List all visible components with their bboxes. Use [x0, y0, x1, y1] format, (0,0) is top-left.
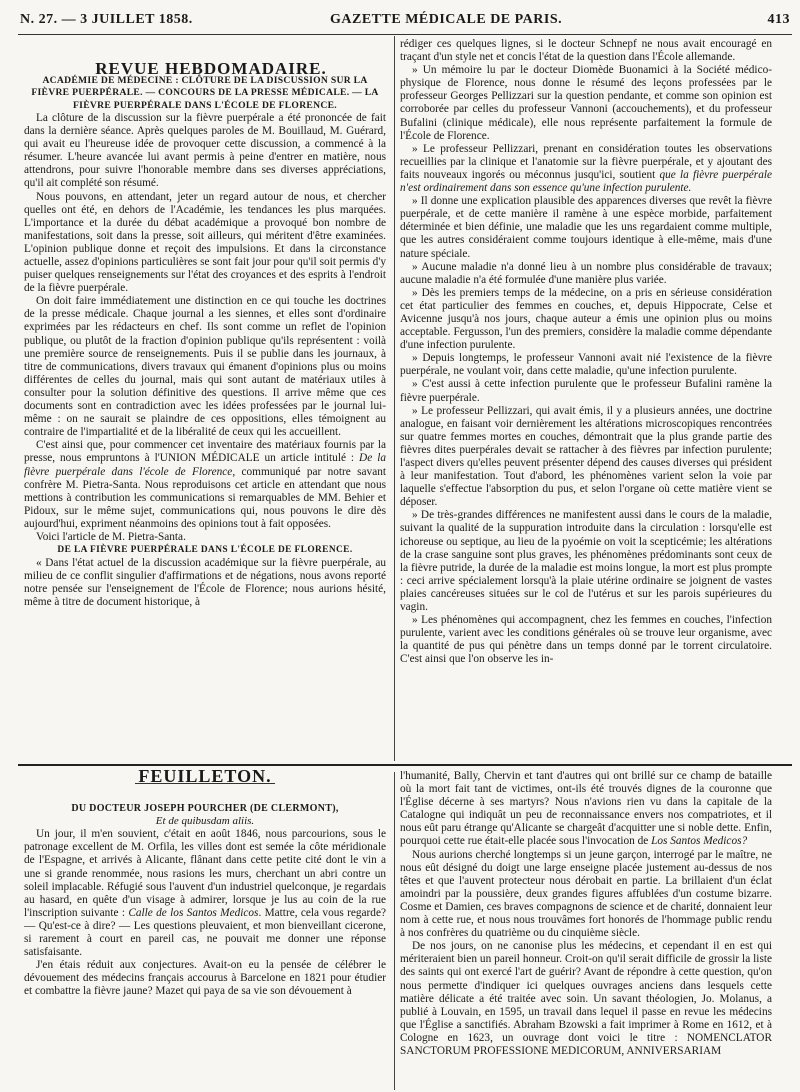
paragraph: « Dans l'état actuel de la discussion académique sur la fièvre puerpérale, au milieu de ce conflit singulier d'affirmations et de négations, nous avons reporté notre pensée sur l'enseignement de l'École de Florence; nous aurions hésité, même à titre de document historique, à [24, 557, 386, 609]
page-header [20, 12, 790, 32]
paragraph: » Le professeur Pellizzari, qui avait émis, il y a plusieurs années, une doctrine analogue, en faisant voir dernièrement les altérations microscopiques rencontrées sur quatre femmes mortes en couches, démontrait que la plus grande partie des fièvres dites puerpérales devait se rattacher à des fièvres par infection purulente; l'aspect divers qu'elles peuvent présenter dépend des causes diverses qui président à leur manifestation. Tout d'abord, les phénomènes varient selon la voie par laquelle s'effectue l'absorption du pus, et selon l'organe où cette matière vient se déposer. [400, 404, 772, 509]
issue-date: N. 27. — 3 JUILLET 1858. [20, 12, 193, 27]
paragraph: C'est ainsi que, pour commencer cet inventaire des matériaux fournis par la presse, nous empruntons à l'UNION MÉDICALE un article intitulé : De la fièvre puerpérale dans l'école de Florence, communiqué par notre savant confrère M. Pietra-Santa. Nous reproduisons cet article en attendant que nous mettions à contribution les communications si remarquables de MM. Behier et Pidoux, sur le même sujet, communications qui, nous pouvons le dire dès aujourd'hui, expriment néanmoins des opinions tout à fait opposées. [24, 439, 386, 530]
journal-title: GAZETTE MÉDICALE DE PARIS. [330, 12, 563, 27]
paragraph: » Aucune maladie n'a donné lieu à un nombre plus considérable de travaux; aucune maladie n'a été formulée d'une manière plus variée. [400, 260, 772, 286]
paragraph: La clôture de la discussion sur la fièvre puerpérale a été prononcée de fait dans la dernière séance. Après quelques paroles de M. Bouillaud, M. Guérard, qui avait eu l'heureuse idée de provoquer cette discussion, a commencé à la résumer. L'heure avancée lui avant permis à peine d'entrer en matière, nous attendrons, pour suivre l'honorable membre dans ses diverses appréciations, qu'il ait complété son résumé. [24, 111, 386, 190]
revue-left-column [24, 62, 386, 762]
paragraph: » Il donne une explication plausible des apparences diverses que revêt la fièvre puerpérale, et de cette manière il ramène à une espèce morbide, parfaitement déterminée et bien définie, une maladie que les uns regardaient comme multiple, que les autres considéraient comme toujours identique à elle-même, mais d'une nature spéciale. [400, 195, 772, 260]
paragraph: l'humanité, Bally, Chervin et tant d'autres qui ont brillé sur ce champ de bataille où la mort fait tant de victimes, ont-ils été trouvés dignes de la couronne que l'Église décerne à ses martyrs? Nous n'avions rien vu dans la capitale de la Catalogne qui indiquât un peu de reconnaissance envers nos compatriotes, et il nous eût paru étrange qu'Alicante se chargeât d'acquitter une si noble dette. Enfin, pourquoi cette rue était-elle placée sous l'invocation de Los Santos Medicos? [400, 770, 772, 848]
feuilleton-separator [18, 764, 792, 766]
feuilleton-right-column [400, 770, 772, 1090]
feuilleton-title: FEUILLETON. [138, 770, 272, 786]
column-divider-top [394, 36, 395, 761]
byline: DU DOCTEUR JOSEPH POURCHER (DE CLERMONT), [71, 803, 339, 815]
paragraph: Un jour, il m'en souvient, c'était en août 1846, nous parcourions, sous le patronage excellent de M. Orfila, les villes dont est semée la côte méridionale de l'Espagne, et arrivés à Alicante, flânant dans cette petite cité dont le vin a une si grande renommée, nous rasions les murs, cherchant un abri contre un soleil implacable. Réfugié sous l'auvent d'un industriel quelconque, je regardais au hasard, en quête d'un visage à admirer, lorsque je lus au coin de la rue l'inscription suivante : Calle de los Santos Medicos. Mattre, cela vous regarde? — Qu'est-ce à dire? — Les questions pleuvaient, et mon bienveillant cicerone, si rarement à court en pareil cas, ne pouvait me donner une réponse satisfaisante. [24, 828, 386, 959]
paragraph: J'en étais réduit aux conjectures. Avait-on eu la pensée de célébrer le dévouement des médecins français accourus à Barcelone en 1821 pour étudier et combattre la fièvre jaune? Mazet qui paya de sa vie son dévouement à [24, 959, 386, 998]
paragraph: Nous aurions cherché longtemps si un jeune garçon, interrogé par le maître, ne nous eût désigné du doigt une large enseigne placée justement au-dessus de nos têtes et que l'auvent protecteur nous dérobait en partie. La brillaient d'un éclat amoindri par la poussière, deux grandes figures affublées d'un costume bizarre. Cosme et Damien, ces braves compagnons de science et de charité, donnaient leur nom à cette rue, et nous nous trouvâmes fort honorés de l'hommage public rendu à nos confrères du quatrième ou du cinquième siècle. [400, 848, 772, 940]
page-number: 413 [767, 12, 790, 27]
paragraph: » Les phénomènes qui accompagnent, chez les femmes en couches, l'infection purulente, varient avec les conditions générales où se trouve leur organisme, avec la quantité de pus qui pénètre dans un temps donné par le torrent circulatoire. C'est ainsi que l'on observe les in- [400, 614, 772, 666]
paragraph: De nos jours, on ne canonise plus les médecins, et cependant il en est qui mériteraient bien un pareil honneur. Croit-on qu'il serait difficile de grossir la liste des saints qui ont exercé l'art de guérir? Avant de répondre à cette question, qu'on nous permette d'indiquer ici quelques ouvrages anciens dans lesquels cette matière délicate a été traitée avec soin. Un savant théologien, Jo. Molanus, a publié à Louvain, en 1595, un travail dans lequel il passe en revue les médecins que l'Église a sanctifiés. Abraham Bzowski a fait imprimer à Rome en 1612, et à Cologne en 1623, un ouvrage dont voici le titre : NOMENCLATOR SANCTORUM PROFESSIONE MEDICORUM, ANNIVERSARIAM [400, 940, 772, 1057]
epigraph: Et de quibusdam aliis. [155, 815, 255, 828]
paragraph: » De très-grandes différences ne manifestent aussi dans le cours de la maladie, suivant la qualité de la suppuration introduite dans la circulation : lorsqu'elle est ichoreuse ou septique, au lieu de la pyoémie on voit la scepticémie; les altérations de la crase sanguine sont plus graves, les phénomènes prédominants sont ceux de la fièvre putride, la durée de la maladie est moins longue, la mort est plus prompte : ceci arrive spécialement lorsqu'à la plaie utérine ordinaire se joignent de vastes plaies cancéreuses situées sur le col de l'utérus et sur les parois supérieures du vagin. [400, 509, 772, 614]
paragraph: On doit faire immédiatement une distinction en ce qui touche les doctrines de la presse médicale. Chaque journal a les siennes, et elles sont d'ordinaire exprimées par les rédacteurs en chef. Ils sont comme un reflet de l'opinion publique, ou plutôt de la fraction d'opinion publique qu'ils représentent : voilà une première source de renseignements. Puis il se publie dans les journaux, à titre de communications, divers travaux qui émanent d'opinions plus ou moins différentes de celles du journal, mais qui sont autant de matériaux utiles à consulter pour la solution définitive des questions. Il arrive même que ces documents sont en contradiction avec les idées professées par le journal lui-même : on ne saurait se plaindre de ces oppositions, elles témoignent au contraire de l'impartialité et de la libéralité de ceux qui les accueillent. [24, 295, 386, 439]
paragraph: » Un mémoire lu par le docteur Diomède Buonamici à la Société médico-physique de Florence, nous donne le résumé des leçons professées par le professeur Georges Pellizzari sur la question pendante, et comme son opinion est corroborée par celles du professeur Vannoni (accouchements), et du professeur Bufalini (clinique médicale), elle nous représente parfaitement la formule de l'École de Florence. [400, 64, 772, 142]
revue-title: REVUE HEBDOMADAIRE. [95, 62, 327, 78]
revue-right-column [400, 38, 772, 760]
revue-subheading: ACADÉMIE DE MÉDECINE : CLÔTURE DE LA DISCUSSION SUR LA FIÈVRE PUERPÉRALE. — CONCOURS DE LA PRESSE MÉDICALE. — LA FIÈVRE PUERPÉRALE DANS L'ÉCOLE DE FLORENCE. [31, 75, 379, 111]
paragraph: rédiger ces quelques lignes, si le docteur Schnepf ne nous avait encouragé en traçant d'un style net et concis l'état de la question dans l'École allemande. [400, 38, 772, 64]
feuilleton-left-column [24, 770, 386, 1090]
header-rule [18, 34, 792, 35]
article-subheading: DE LA FIÈVRE PUERPÉRALE DANS L'ÉCOLE DE FLORENCE. [57, 545, 353, 556]
paragraph: » Dès les premiers temps de la médecine, on a pris en sérieuse considération cet état particulier des femmes en couches, et, depuis Hippocrate, Celse et Avicenne jusqu'à nos jours, chaque auteur a émis une opinion plus ou moins acceptable. Fergusson, l'un des premiers, considère la maladie comme dépendante d'une infection purulente. [400, 286, 772, 352]
paragraph: » Le professeur Pellizzari, prenant en considération toutes les observations recueillies par la clinique et l'anatomie sur la fièvre puerpérale, et y ajoutant des faits nouveaux ingorés ou méconnus jusqu'ici, soutient que la fièvre puerpérale n'est ordinairement dans son essence qu'une infection purulente. [400, 142, 772, 195]
paragraph: Nous pouvons, en attendant, jeter un regard autour de nous, et chercher quelles ont été, en dehors de l'Académie, les tendances les plus marquées. L'importance et la durée du débat académique a provoqué bon nombre de manifestations, soit dans la presse, soit ailleurs, qui méritent d'être examinées. L'opinion publique donne et reçoit des impulsions. Et dans la circonstance actuelle, assez d'opinions particulières se sont fait jour pour qu'il soit permis d'y puiser quelques renseignements sur l'état des croyances et des esprits à l'endroit de la fièvre puerpérale. [24, 190, 386, 295]
paragraph: » C'est aussi à cette infection purulente que le professeur Bufalini ramène la fièvre puerpérale. [400, 378, 772, 404]
paragraph: Voici l'article de M. Pietra-Santa. [36, 530, 186, 543]
paragraph: » Depuis longtemps, le professeur Vannoni avait nié l'existence de la fièvre puerpérale, ne voulant voir, dans cette maladie, qu'une infection purulente. [400, 352, 772, 378]
column-divider-bottom [394, 772, 395, 1090]
